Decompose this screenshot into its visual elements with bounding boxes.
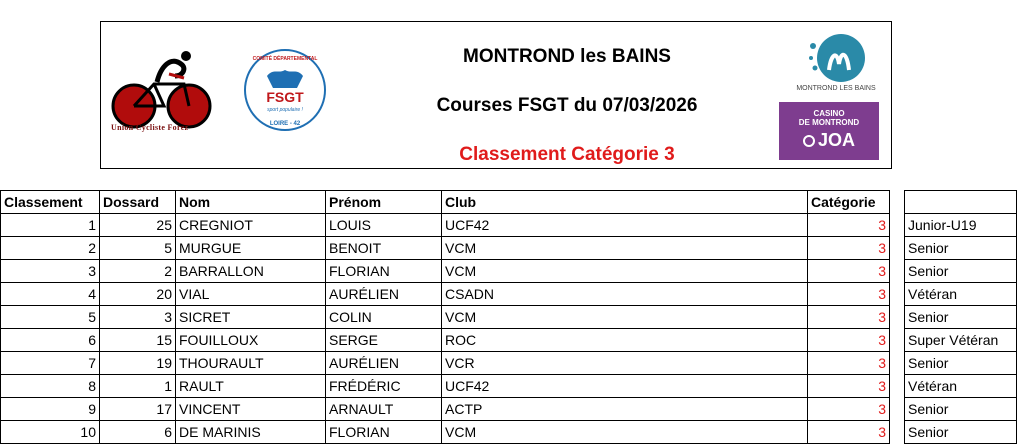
cell-dossard: 6 xyxy=(100,421,176,444)
cell-age-category: Junior-U19 xyxy=(905,214,1017,237)
cell-categorie: 3 xyxy=(808,237,890,260)
joa-brand xyxy=(779,130,879,150)
table-row xyxy=(1,421,890,444)
age-category-table xyxy=(904,190,1017,444)
fsgt-logo xyxy=(243,48,327,132)
table-row xyxy=(1,260,890,283)
age-row xyxy=(905,214,1017,237)
fsgt-bottom-text: LOIRE - 42 xyxy=(269,121,301,127)
page-title: MONTROND les BAINS xyxy=(463,46,671,67)
cell-nom: RAULT xyxy=(176,375,326,398)
page-subtitle: Courses FSGT du 07/03/2026 xyxy=(436,95,698,116)
table-row xyxy=(1,283,890,306)
cell-nom: CREGNIOT xyxy=(176,214,326,237)
cell-club: ACTP xyxy=(442,398,808,421)
age-row xyxy=(905,329,1017,352)
col-nom: Nom xyxy=(176,191,326,214)
cell-classement: 7 xyxy=(1,352,100,375)
cell-age-category: Senior xyxy=(905,421,1017,444)
age-row xyxy=(905,352,1017,375)
age-header-row xyxy=(905,191,1017,214)
cell-age-category: Senior xyxy=(905,352,1017,375)
header-box xyxy=(100,21,892,169)
cell-prenom: BENOIT xyxy=(326,237,442,260)
cell-classement: 1 xyxy=(1,214,100,237)
cell-categorie: 3 xyxy=(808,421,890,444)
cell-prenom: AURÉLIEN xyxy=(326,352,442,375)
cell-nom: DE MARINIS xyxy=(176,421,326,444)
cell-club: VCR xyxy=(442,352,808,375)
age-row xyxy=(905,283,1017,306)
table-row xyxy=(1,306,890,329)
cell-age-category: Senior xyxy=(905,306,1017,329)
cell-club: VCM xyxy=(442,260,808,283)
cell-age-category: Vétéran xyxy=(905,283,1017,306)
table-row xyxy=(1,352,890,375)
results-table xyxy=(0,190,890,444)
col-dossard: Dossard xyxy=(100,191,176,214)
cell-dossard: 15 xyxy=(100,329,176,352)
casino-joa-logo xyxy=(779,102,879,160)
cell-prenom: FLORIAN xyxy=(326,421,442,444)
cell-dossard: 20 xyxy=(100,283,176,306)
cell-dossard: 17 xyxy=(100,398,176,421)
table-row xyxy=(1,375,890,398)
cell-prenom: FRÉDÉRIC xyxy=(326,375,442,398)
cell-categorie: 3 xyxy=(808,306,890,329)
age-row xyxy=(905,398,1017,421)
table-header-row xyxy=(1,191,890,214)
cell-club: UCF42 xyxy=(442,214,808,237)
cell-nom: VINCENT xyxy=(176,398,326,421)
cell-classement: 2 xyxy=(1,237,100,260)
cell-categorie: 3 xyxy=(808,329,890,352)
cell-age-category: Senior xyxy=(905,260,1017,283)
montrond-logo xyxy=(791,30,881,104)
cell-nom: SICRET xyxy=(176,306,326,329)
montrond-logo-text: MONTROND LES BAINS xyxy=(796,85,876,92)
joa-text: JOA xyxy=(817,130,855,150)
cell-nom: BARRALLON xyxy=(176,260,326,283)
cell-club: UCF42 xyxy=(442,375,808,398)
fsgt-name: FSGT xyxy=(266,89,304,105)
cell-dossard: 3 xyxy=(100,306,176,329)
cell-prenom: AURÉLIEN xyxy=(326,283,442,306)
cell-prenom: ARNAULT xyxy=(326,398,442,421)
cell-classement: 3 xyxy=(1,260,100,283)
cell-classement: 4 xyxy=(1,283,100,306)
col-prenom: Prénom xyxy=(326,191,442,214)
cell-nom: VIAL xyxy=(176,283,326,306)
cell-classement: 8 xyxy=(1,375,100,398)
cell-age-category: Vétéran xyxy=(905,375,1017,398)
cell-dossard: 19 xyxy=(100,352,176,375)
ucf-logo-text: Union Cycliste Forez xyxy=(111,123,189,132)
fsgt-top-text: COMITÉ DÉPARTEMENTAL xyxy=(252,56,318,62)
classement-title: Classement Catégorie 3 xyxy=(459,144,675,165)
cell-categorie: 3 xyxy=(808,260,890,283)
age-row xyxy=(905,375,1017,398)
cell-classement: 6 xyxy=(1,329,100,352)
age-row xyxy=(905,237,1017,260)
cell-age-category: Super Vétéran xyxy=(905,329,1017,352)
ucf-logo xyxy=(109,44,219,156)
cell-dossard: 2 xyxy=(100,260,176,283)
age-row xyxy=(905,260,1017,283)
cell-dossard: 5 xyxy=(100,237,176,260)
cell-categorie: 3 xyxy=(808,398,890,421)
cell-categorie: 3 xyxy=(808,214,890,237)
col-categorie: Catégorie xyxy=(808,191,890,214)
cell-categorie: 3 xyxy=(808,283,890,306)
cell-prenom: SERGE xyxy=(326,329,442,352)
col-classement: Classement xyxy=(1,191,100,214)
cell-nom: THOURAULT xyxy=(176,352,326,375)
table-row xyxy=(1,398,890,421)
cell-club: VCM xyxy=(442,306,808,329)
cell-club: ROC xyxy=(442,329,808,352)
cell-nom: FOUILLOUX xyxy=(176,329,326,352)
cell-prenom: FLORIAN xyxy=(326,260,442,283)
cell-dossard: 25 xyxy=(100,214,176,237)
cell-prenom: COLIN xyxy=(326,306,442,329)
casino-line2: DE MONTROND xyxy=(798,118,860,127)
cell-club: CSADN xyxy=(442,283,808,306)
cell-age-category: Senior xyxy=(905,237,1017,260)
age-row xyxy=(905,421,1017,444)
casino-line1: CASINO xyxy=(813,109,845,118)
table-row xyxy=(1,237,890,260)
cell-categorie: 3 xyxy=(808,375,890,398)
cell-categorie: 3 xyxy=(808,352,890,375)
table-row xyxy=(1,214,890,237)
age-header-cell xyxy=(905,191,1017,214)
cell-classement: 9 xyxy=(1,398,100,421)
cell-nom: MURGUE xyxy=(176,237,326,260)
cell-club: VCM xyxy=(442,421,808,444)
fsgt-slogan: sport populaire ! xyxy=(267,107,303,113)
cell-club: VCM xyxy=(442,237,808,260)
age-row xyxy=(905,306,1017,329)
cell-prenom: LOUIS xyxy=(326,214,442,237)
cell-age-category: Senior xyxy=(905,398,1017,421)
cell-dossard: 1 xyxy=(100,375,176,398)
joa-mark-icon xyxy=(803,135,815,147)
cell-classement: 10 xyxy=(1,421,100,444)
col-club: Club xyxy=(442,191,808,214)
cell-classement: 5 xyxy=(1,306,100,329)
table-row xyxy=(1,329,890,352)
